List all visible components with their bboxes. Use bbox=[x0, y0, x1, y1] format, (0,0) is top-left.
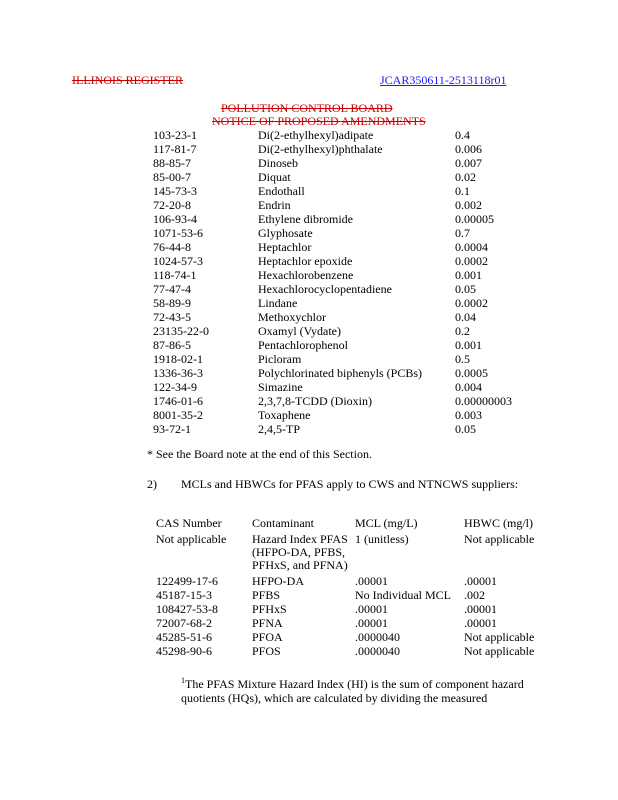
item-text: MCLs and HBWCs for PFAS apply to CWS and NTNCWS suppliers: bbox=[181, 477, 519, 491]
cas-cell: 87-86-5 bbox=[153, 338, 191, 352]
table-row bbox=[0, 156, 618, 170]
contaminant-cell: Methoxychlor bbox=[258, 310, 326, 324]
cas-cell: 1336-36-3 bbox=[153, 366, 203, 380]
cas-cell: 93-72-1 bbox=[153, 422, 191, 436]
table-row bbox=[0, 310, 618, 324]
cas-cell: 72007-68-2 bbox=[156, 616, 212, 630]
table-row bbox=[0, 296, 618, 310]
cas-cell: 118-74-1 bbox=[153, 268, 197, 282]
cas-cell: 145-73-3 bbox=[153, 184, 197, 198]
contaminant-cell: Hexachlorobenzene bbox=[258, 268, 354, 282]
contaminant-cell bbox=[252, 533, 352, 572]
mcl-cell: 0.1 bbox=[455, 184, 470, 198]
table-row bbox=[0, 324, 618, 338]
col-header-cas: CAS Number bbox=[156, 516, 222, 530]
contaminant-cell: Di(2-ethylhexyl)phthalate bbox=[258, 142, 383, 156]
contaminant-cell: Heptachlor epoxide bbox=[258, 254, 353, 268]
contaminant-cell: Lindane bbox=[258, 296, 298, 310]
table-row bbox=[0, 212, 618, 226]
cas-cell: 1024-57-3 bbox=[153, 254, 203, 268]
cas-cell: 122499-17-6 bbox=[156, 574, 218, 588]
contaminant-cell bbox=[252, 603, 352, 616]
cas-cell: 1918-02-1 bbox=[153, 352, 203, 366]
footnote-line-2: quotients (HQs), which are calculated by dividing the measured bbox=[181, 691, 488, 705]
contaminant-cell bbox=[252, 575, 352, 588]
table-row bbox=[0, 240, 618, 254]
hbwc-cell: .00001 bbox=[464, 574, 497, 588]
cas-cell: 76-44-8 bbox=[153, 240, 191, 254]
table-row bbox=[0, 226, 618, 240]
table-row bbox=[0, 366, 618, 380]
contaminant-cell: Hexachlorocyclopentadiene bbox=[258, 282, 392, 296]
cas-cell: 77-47-4 bbox=[153, 282, 191, 296]
board-title: POLLUTION CONTROL BOARD bbox=[221, 101, 393, 115]
mcl-cell: 0.4 bbox=[455, 128, 470, 142]
mcl-cell: 0.0002 bbox=[455, 296, 488, 310]
contaminant-cell bbox=[252, 617, 352, 630]
contaminant-cell bbox=[252, 589, 352, 602]
contaminant-cell: Endothall bbox=[258, 184, 305, 198]
register-header: ILLINOIS REGISTER bbox=[72, 73, 183, 87]
cas-cell: 45285-51-6 bbox=[156, 630, 212, 644]
cas-cell: 117-81-7 bbox=[153, 142, 197, 156]
mcl-cell: 0.0005 bbox=[455, 366, 488, 380]
cas-cell: 1746-01-6 bbox=[153, 394, 203, 408]
contaminant-line: PFNA bbox=[252, 616, 283, 630]
contaminant-line: PFHxS, and PFNA) bbox=[252, 558, 348, 572]
contaminant-line: HFPO-DA bbox=[252, 574, 305, 588]
table-row bbox=[0, 394, 618, 408]
contaminant-cell: Glyphosate bbox=[258, 226, 313, 240]
mcl-cell: 0.04 bbox=[455, 310, 476, 324]
contaminant-cell: Polychlorinated biphenyls (PCBs) bbox=[258, 366, 422, 380]
contaminant-cell: Pentachlorophenol bbox=[258, 338, 348, 352]
table-row bbox=[0, 184, 618, 198]
mcl-cell: No Individual MCL bbox=[355, 588, 451, 602]
mcl-cell: 0.001 bbox=[455, 268, 482, 282]
contaminant-cell: Picloram bbox=[258, 352, 302, 366]
table-row bbox=[0, 142, 618, 156]
contaminant-line: PFBS bbox=[252, 588, 281, 602]
cas-cell: 72-20-8 bbox=[153, 198, 191, 212]
contaminant-cell: Ethylene dibromide bbox=[258, 212, 353, 226]
contaminant-cell: Di(2-ethylhexyl)adipate bbox=[258, 128, 374, 142]
table-row bbox=[0, 254, 618, 268]
cas-cell: 85-00-7 bbox=[153, 170, 191, 184]
hbwc-cell: .00001 bbox=[464, 616, 497, 630]
mcl-cell: 0.002 bbox=[455, 198, 482, 212]
board-note: * See the Board note at the end of this Section. bbox=[147, 447, 372, 461]
contaminant-cell bbox=[252, 645, 352, 658]
hbwc-cell: Not applicable bbox=[464, 644, 535, 658]
mcl-cell: 0.0002 bbox=[455, 254, 488, 268]
table-row bbox=[0, 380, 618, 394]
cas-cell: 106-93-4 bbox=[153, 212, 197, 226]
mcl-cell: 0.2 bbox=[455, 324, 470, 338]
mcl-cell: .0000040 bbox=[355, 630, 400, 644]
contaminant-cell: Oxamyl (Vydate) bbox=[258, 324, 341, 338]
contaminant-cell: 2,4,5-TP bbox=[258, 422, 300, 436]
table-row bbox=[0, 282, 618, 296]
cas-cell: 103-23-1 bbox=[153, 128, 197, 142]
footnote bbox=[181, 674, 524, 705]
mcl-cell: 0.05 bbox=[455, 282, 476, 296]
contaminant-line: Hazard Index PFAS bbox=[252, 532, 348, 546]
col-header-hbwc: HBWC (mg/l) bbox=[464, 516, 533, 530]
mcl-cell: .00001 bbox=[355, 602, 388, 616]
cas-cell: 122-34-9 bbox=[153, 380, 197, 394]
cas-cell: 108427-53-8 bbox=[156, 602, 218, 616]
mcl-cell: 0.00005 bbox=[455, 212, 494, 226]
mcl-cell: 0.05 bbox=[455, 422, 476, 436]
notice-title: NOTICE OF PROPOSED AMENDMENTS bbox=[212, 114, 426, 128]
contaminant-line: PFHxS bbox=[252, 602, 287, 616]
cas-cell: 1071-53-6 bbox=[153, 226, 203, 240]
mcl-cell: 0.007 bbox=[455, 156, 482, 170]
contaminant-cell: Heptachlor bbox=[258, 240, 312, 254]
contaminant-cell: 2,3,7,8-TCDD (Dioxin) bbox=[258, 394, 372, 408]
hbwc-cell: Not applicable bbox=[464, 630, 535, 644]
jcar-code-link[interactable]: JCAR350611-2513118r01 bbox=[380, 73, 507, 87]
contaminant-line: PFOA bbox=[252, 630, 283, 644]
footnote-marker: 1 bbox=[181, 676, 185, 685]
contaminant-cell: Diquat bbox=[258, 170, 291, 184]
contaminant-cell bbox=[252, 631, 352, 644]
table-row bbox=[0, 408, 618, 422]
mcl-cell: .0000040 bbox=[355, 644, 400, 658]
item-number: 2) bbox=[147, 477, 157, 491]
hbwc-cell: Not applicable bbox=[464, 532, 535, 546]
contaminant-cell: Endrin bbox=[258, 198, 291, 212]
mcl-cell: 0.5 bbox=[455, 352, 470, 366]
mcl-cell: 0.7 bbox=[455, 226, 470, 240]
mcl-cell: .00001 bbox=[355, 616, 388, 630]
cas-cell: 58-89-9 bbox=[153, 296, 191, 310]
cas-cell: 8001-35-2 bbox=[153, 408, 203, 422]
cas-cell: 45187-15-3 bbox=[156, 588, 212, 602]
table-row bbox=[0, 170, 618, 184]
contaminant-cell: Simazine bbox=[258, 380, 303, 394]
table-row bbox=[0, 352, 618, 366]
contaminant-cell: Dinoseb bbox=[258, 156, 298, 170]
mcl-cell: 0.001 bbox=[455, 338, 482, 352]
hbwc-cell: .002 bbox=[464, 588, 485, 602]
cas-cell: 45298-90-6 bbox=[156, 644, 212, 658]
mcl-cell: 0.02 bbox=[455, 170, 476, 184]
cas-cell: 88-85-7 bbox=[153, 156, 191, 170]
mcl-cell: 1 (unitless) bbox=[355, 532, 409, 546]
col-header-mcl: MCL (mg/L) bbox=[355, 516, 418, 530]
contaminant-line: PFOS bbox=[252, 644, 281, 658]
mcl-cell: 0.0004 bbox=[455, 240, 488, 254]
mcl-cell: 0.004 bbox=[455, 380, 482, 394]
table-row bbox=[0, 198, 618, 212]
table-row bbox=[0, 128, 618, 142]
table-row bbox=[0, 268, 618, 282]
cas-cell: 23135-22-0 bbox=[153, 324, 209, 338]
col-header-contaminant: Contaminant bbox=[252, 516, 314, 530]
table-row bbox=[0, 422, 618, 436]
mcl-cell: 0.00000003 bbox=[455, 394, 512, 408]
hbwc-cell: .00001 bbox=[464, 602, 497, 616]
mcl-cell: .00001 bbox=[355, 574, 388, 588]
mcl-cell: 0.006 bbox=[455, 142, 482, 156]
cas-cell: 72-43-5 bbox=[153, 310, 191, 324]
cas-cell: Not applicable bbox=[156, 532, 227, 546]
mcl-cell: 0.003 bbox=[455, 408, 482, 422]
footnote-line-1: The PFAS Mixture Hazard Index (HI) is the sum of component hazard bbox=[185, 677, 524, 691]
table-row bbox=[0, 338, 618, 352]
contaminant-line: (HFPO-DA, PFBS, bbox=[252, 545, 346, 559]
contaminant-cell: Toxaphene bbox=[258, 408, 311, 422]
